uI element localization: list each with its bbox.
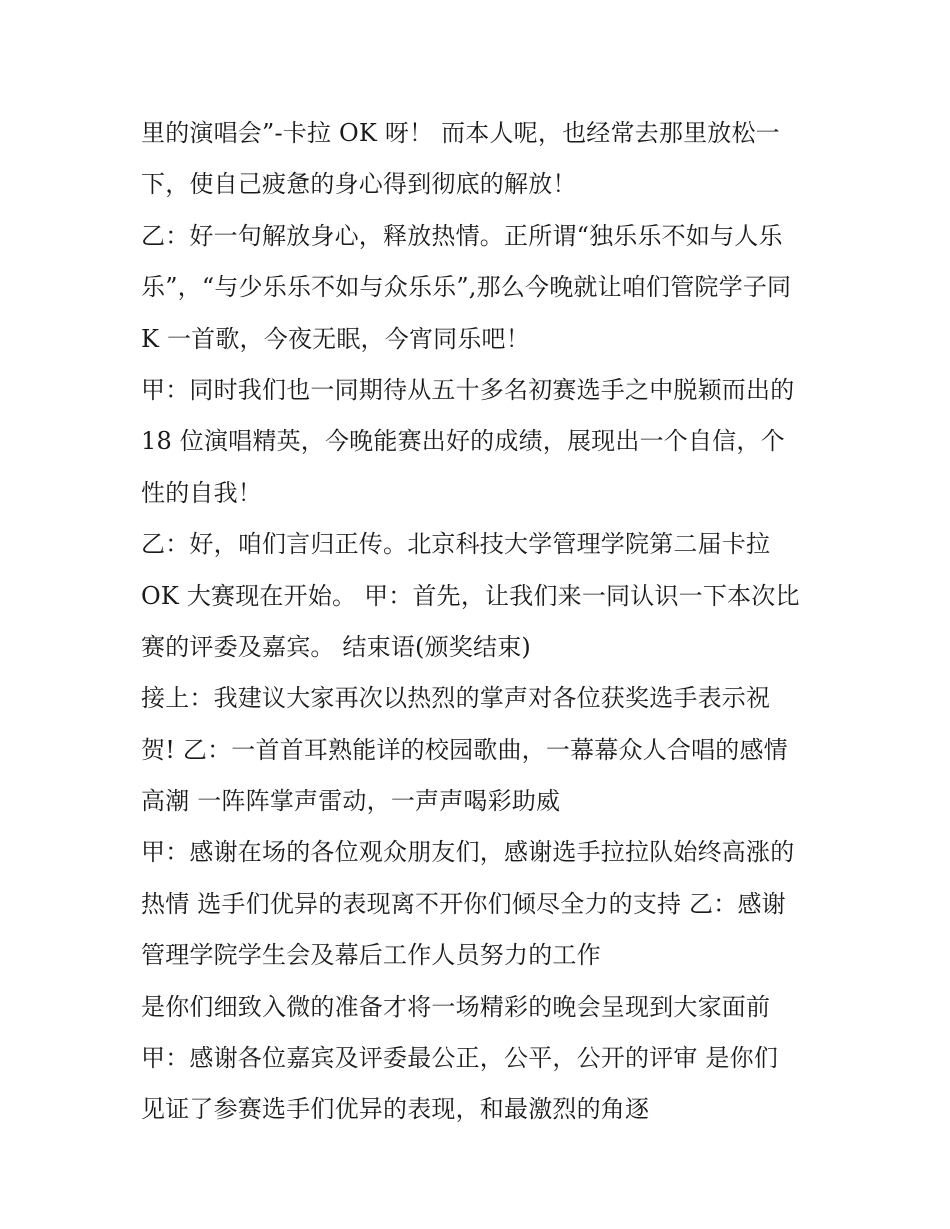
text-line: 乙：好一句解放身心，释放热情。正所谓“独乐乐不如与人乐 xyxy=(141,221,783,250)
text-line: 乙：好，咱们言归正传。北京科技大学管理学院第二届卡拉 xyxy=(141,530,771,559)
text-line: 甲：感谢各位嘉宾及评委最公正，公平，公开的评审 是你们 xyxy=(141,1044,779,1073)
text-line: 甲：感谢在场的各位观众朋友们，感谢选手拉拉队始终高涨的 xyxy=(141,838,795,867)
text-line: 是你们细致入微的准备才将一场精彩的晚会呈现到大家面前 xyxy=(141,992,771,1021)
text-line: 接上：我建议大家再次以热烈的掌声对各位获奖选手表示祝 xyxy=(141,684,771,713)
text-line: 赛的评委及嘉宾。 结束语(颁奖结束) xyxy=(141,632,531,661)
text-line: 性的自我！ xyxy=(141,478,262,507)
text-line: 甲：同时我们也一同期待从五十多名初赛选手之中脱颖而出的 xyxy=(141,375,795,404)
text-line: 下，使自己疲惫的身心得到彻底的解放！ xyxy=(141,170,577,199)
text-line: 见证了参赛选手们优异的表现，和最激烈的角逐 xyxy=(141,1095,650,1124)
text-line: 贺! 乙：一首首耳熟能详的校园歌曲，一幕幕众人合唱的感情 xyxy=(141,735,788,764)
text-line: 高潮 一阵阵掌声雷动，一声声喝彩助威 xyxy=(141,787,561,816)
text-line: 里的演唱会”-卡拉 OK 呀！ 而本人呢，也经常去那里放松一 xyxy=(141,119,780,147)
document-body xyxy=(141,108,831,1136)
text-line: K 一首歌，今夜无眠，今宵同乐吧！ xyxy=(141,324,530,353)
text-line: 管理学院学生会及幕后工作人员努力的工作 xyxy=(141,941,601,970)
text-line: 18 位演唱精英，今晚能赛出好的成绩，展现出一个自信，个 xyxy=(141,427,785,456)
text-line: 乐”，“与少乐乐不如与众乐乐”,那么今晚就让咱们管院学子同 xyxy=(141,273,792,302)
text-line: 热情 选手们优异的表现离不开你们倾尽全力的支持 乙：感谢 xyxy=(141,889,786,918)
text-line: OK 大赛现在开始。 甲：首先，让我们来一同认识一下本次比 xyxy=(141,581,800,610)
